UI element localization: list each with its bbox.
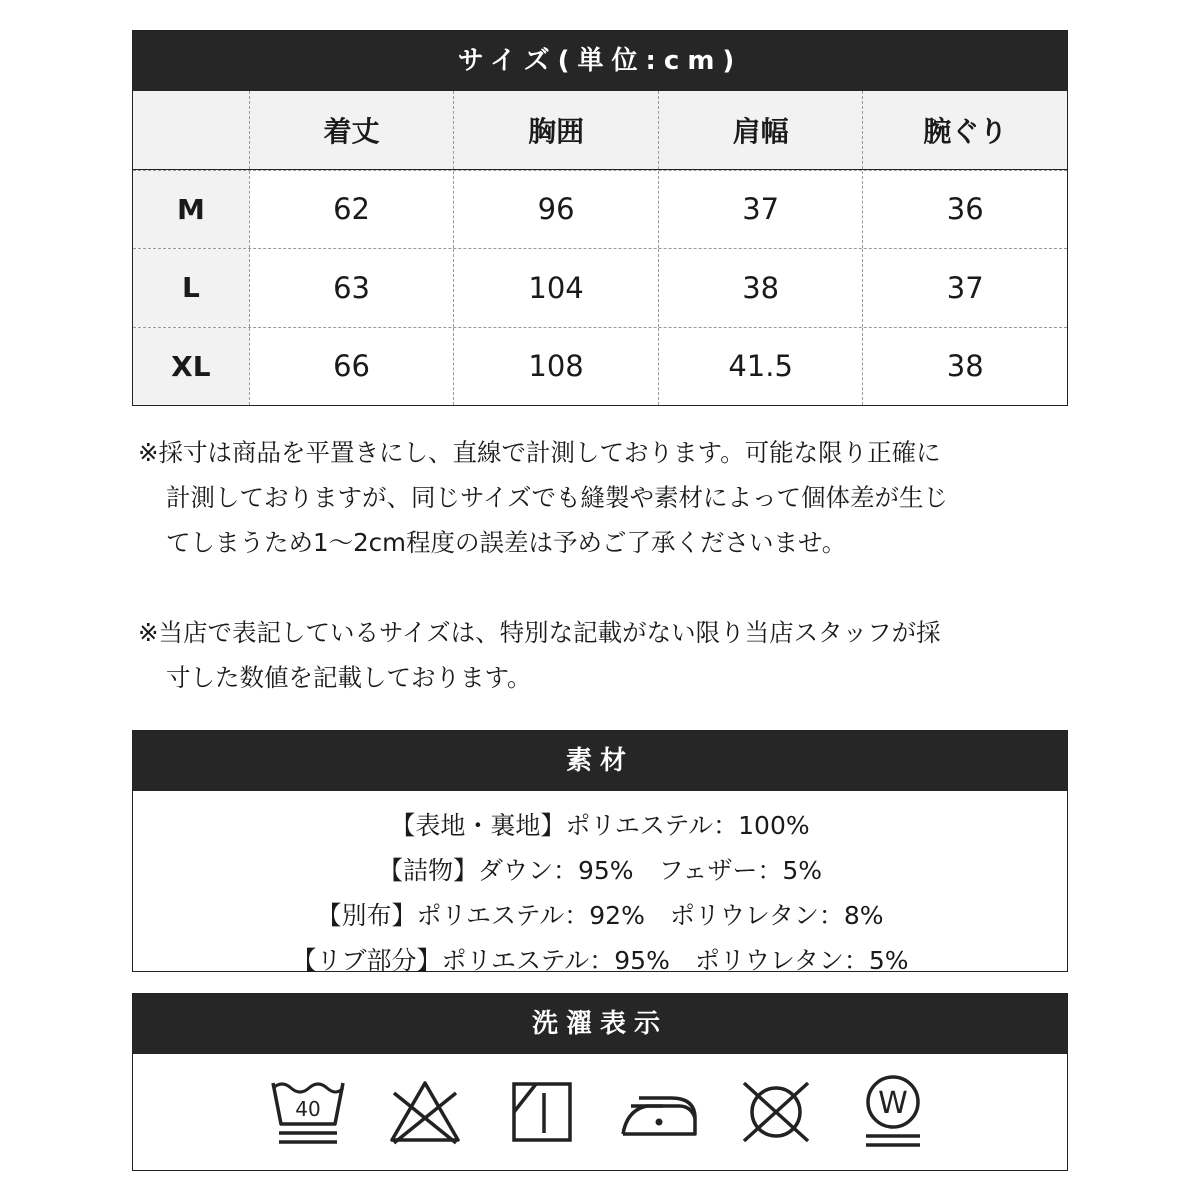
size-label: L xyxy=(133,249,249,327)
material-line: 【リブ部分】ポリエステル：95% ポリウレタン：5% xyxy=(291,946,909,975)
note-line: ※採寸は商品を平置きにし、直線で計測しております。可能な限り正確に xyxy=(138,438,941,467)
table-row xyxy=(133,170,1067,249)
care-panel xyxy=(132,993,1068,1171)
material-title: 素材 xyxy=(133,731,1067,791)
wash-temp-label: 40 xyxy=(294,1097,321,1121)
measurement-note xyxy=(138,430,1068,565)
material-panel xyxy=(132,730,1068,975)
size-label: XL xyxy=(133,328,249,406)
size-header-row xyxy=(133,91,1067,170)
table-cell: 63 xyxy=(249,249,454,327)
table-cell: 96 xyxy=(453,171,658,249)
header-corner-cell xyxy=(133,91,249,169)
size-notation-note xyxy=(138,610,1068,700)
note-line: てしまうため1～2cm程度の誤差は予めご了承くださいませ。 xyxy=(166,528,847,557)
no-dry-clean-icon xyxy=(717,1072,834,1152)
care-icons xyxy=(133,1054,1067,1170)
material-list xyxy=(133,791,1067,983)
size-label: M xyxy=(133,171,249,249)
header-chest: 胸囲 xyxy=(453,91,658,169)
size-table-title: サイズ(単位:cm) xyxy=(133,31,1067,91)
table-cell: 62 xyxy=(249,171,454,249)
note-line: 計測しておりますが、同じサイズでも縫製や素材によって個体差が生じ xyxy=(166,483,949,512)
header-length: 着丈 xyxy=(249,91,454,169)
wash-40-gentle-icon xyxy=(249,1072,366,1152)
table-cell: 38 xyxy=(658,249,863,327)
line-dry-shade-icon xyxy=(483,1072,600,1152)
wet-clean-gentle-icon xyxy=(834,1072,951,1152)
size-table xyxy=(132,30,1068,406)
no-bleach-icon xyxy=(366,1072,483,1152)
header-shoulder: 肩幅 xyxy=(658,91,863,169)
table-row xyxy=(133,248,1067,327)
table-cell: 66 xyxy=(249,328,454,406)
care-title: 洗濯表示 xyxy=(133,994,1067,1054)
table-cell: 38 xyxy=(862,328,1067,406)
table-cell: 37 xyxy=(862,249,1067,327)
table-cell: 41.5 xyxy=(658,328,863,406)
header-armhole: 腕ぐり xyxy=(862,91,1067,169)
wet-clean-letter: W xyxy=(877,1086,908,1121)
size-grid xyxy=(133,91,1067,405)
material-line: 【別布】ポリエステル：92% ポリウレタン：8% xyxy=(316,901,884,930)
material-line: 【表地・裏地】ポリエステル：100% xyxy=(390,811,810,840)
iron-low-icon xyxy=(600,1072,717,1152)
table-cell: 36 xyxy=(862,171,1067,249)
table-cell: 108 xyxy=(453,328,658,406)
note-line: 寸した数値を記載しております。 xyxy=(166,663,532,692)
table-cell: 37 xyxy=(658,171,863,249)
note-line: ※当店で表記しているサイズは、特別な記載がない限り当店スタッフが採 xyxy=(138,618,941,647)
table-cell: 104 xyxy=(453,249,658,327)
table-row xyxy=(133,327,1067,406)
material-line: 【詰物】ダウン：95% フェザー：5% xyxy=(378,856,822,885)
